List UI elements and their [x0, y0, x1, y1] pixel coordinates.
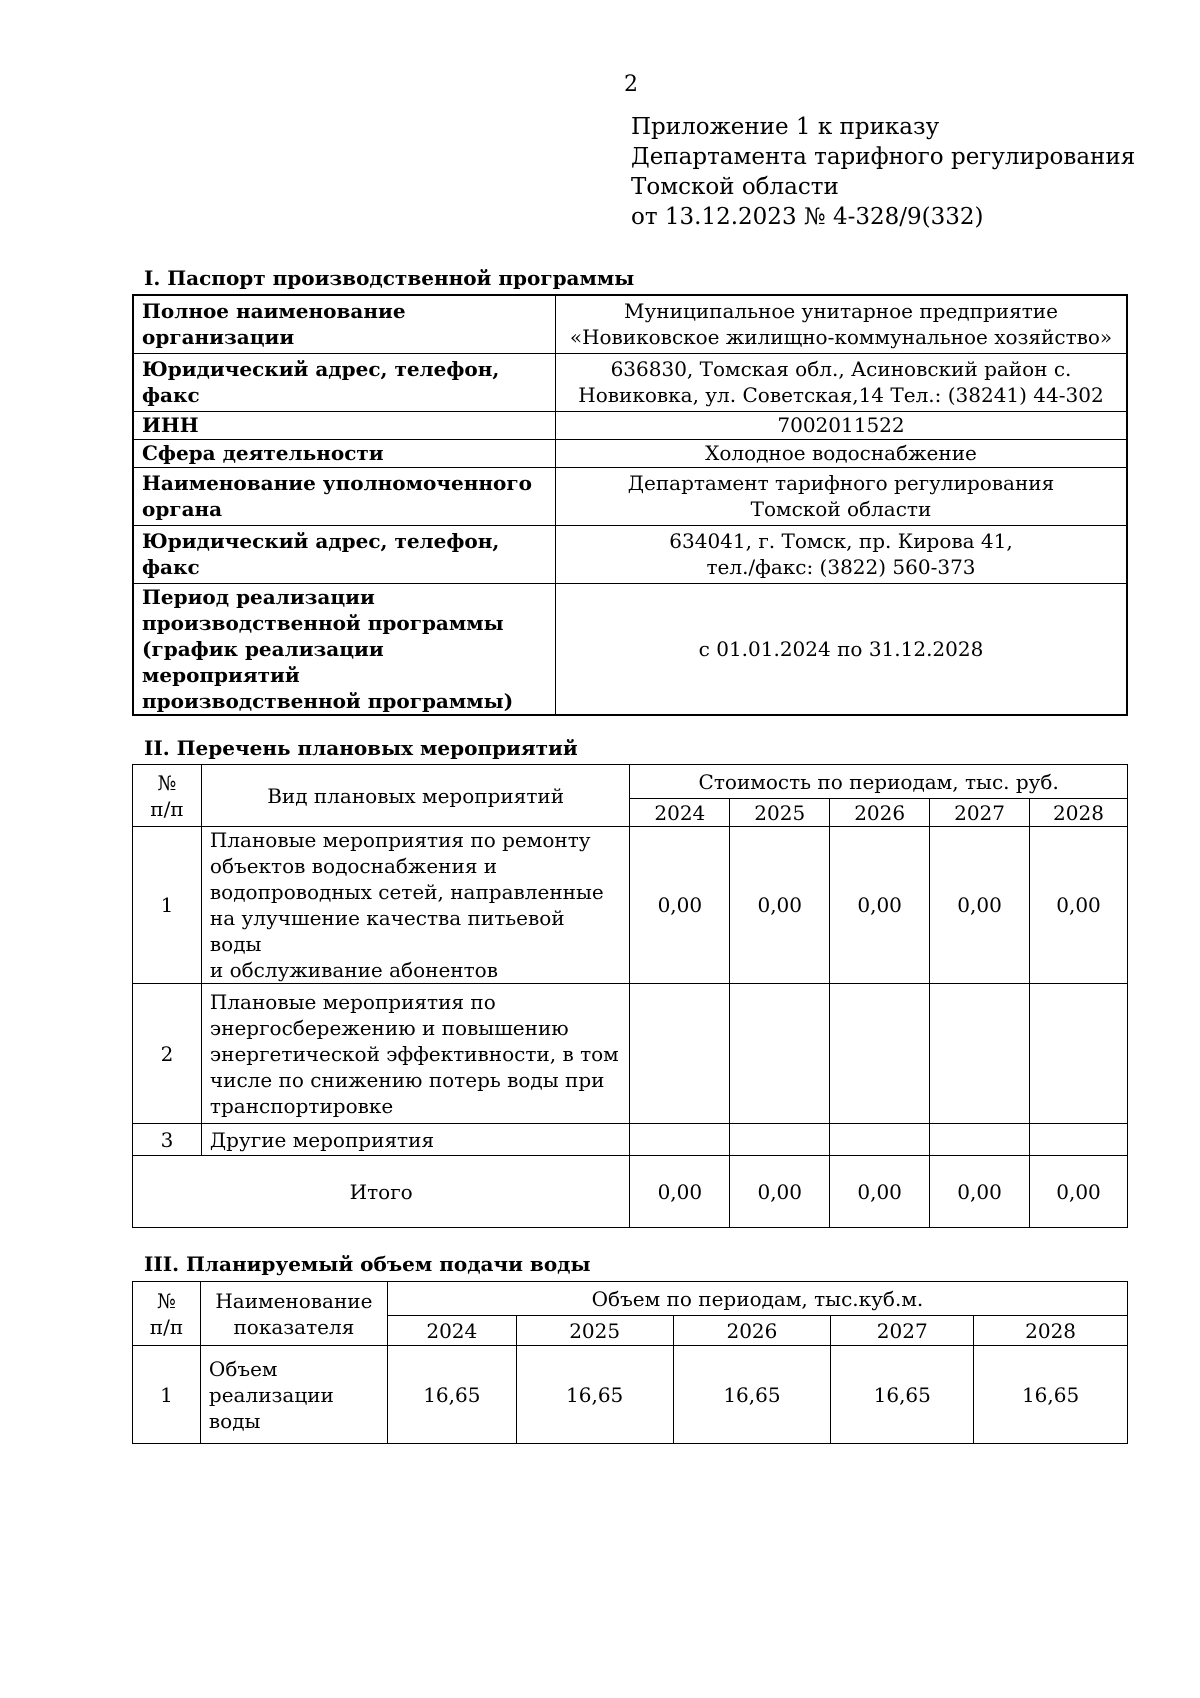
- appendix-line: Приложение 1 к приказу: [631, 114, 940, 140]
- cost-cell: 0,00: [630, 827, 730, 984]
- activity-description: Плановые мероприятия по энергосбережению и повышению энергетической эффективности, в том числе по снижению потерь воды при транспортировке: [201, 984, 629, 1124]
- table-total-row: [133, 1156, 1128, 1228]
- year-header: 2024: [630, 799, 730, 827]
- volume-cell: 16,65: [516, 1346, 673, 1444]
- volume-cell: 16,65: [831, 1346, 974, 1444]
- year-header: 2024: [387, 1316, 516, 1346]
- total-cell: 0,00: [830, 1156, 930, 1228]
- passport-value: 634041, г. Томск, пр. Кирова 41, тел./факс: (3822) 560-373: [556, 525, 1128, 583]
- passport-value: Муниципальное унитарное предприятие «Новиковское жилищно-коммунальное хозяйство»: [556, 295, 1128, 353]
- column-header-num: № п/п: [133, 765, 202, 827]
- table-row: [133, 984, 1128, 1124]
- year-header: 2028: [1030, 799, 1128, 827]
- table-row: [133, 583, 1127, 715]
- passport-label: Сфера деятельности: [133, 439, 556, 467]
- table-row: [133, 295, 1127, 353]
- cost-cell: [830, 1124, 930, 1156]
- page-number: 2: [624, 72, 638, 97]
- cost-cell: [1030, 1124, 1128, 1156]
- table-row: [133, 411, 1127, 439]
- year-header: 2027: [831, 1316, 974, 1346]
- column-header-kind: Вид плановых мероприятий: [201, 765, 629, 827]
- cost-cell: [830, 984, 930, 1124]
- activities-table: [132, 764, 1128, 1228]
- volume-cell: 16,65: [387, 1346, 516, 1444]
- cost-cell: 0,00: [1030, 827, 1128, 984]
- cost-cell: [730, 1124, 830, 1156]
- table-row: [133, 467, 1127, 525]
- total-label: Итого: [133, 1156, 630, 1228]
- cost-cell: 0,00: [730, 827, 830, 984]
- passport-table: [132, 294, 1128, 716]
- column-header-name: Наименование показателя: [200, 1282, 387, 1346]
- passport-value: с 01.01.2024 по 31.12.2028: [556, 583, 1128, 715]
- table-row: [133, 525, 1127, 583]
- row-number: 1: [133, 1346, 201, 1444]
- cost-cell: [1030, 984, 1128, 1124]
- table-header-row: [133, 1282, 1128, 1316]
- passport-value: 7002011522: [556, 411, 1128, 439]
- section-title: III. Планируемый объем подачи воды: [144, 1252, 591, 1276]
- volume-cell: 16,65: [673, 1346, 831, 1444]
- appendix-line: от 13.12.2023 № 4-328/9(332): [631, 204, 984, 230]
- year-header: 2027: [930, 799, 1030, 827]
- appendix-line: Департамента тарифного регулирования: [631, 144, 1136, 170]
- cost-cell: [930, 1124, 1030, 1156]
- passport-value: 636830, Томская обл., Асиновский район с. Новиковка, ул. Советская,14 Тел.: (38241) 44-302: [556, 353, 1128, 411]
- column-header-num: № п/п: [133, 1282, 201, 1346]
- total-cell: 0,00: [730, 1156, 830, 1228]
- passport-label: ИНН: [133, 411, 556, 439]
- row-number: 1: [133, 827, 202, 984]
- cost-cell: 0,00: [830, 827, 930, 984]
- activity-description: Плановые мероприятия по ремонту объектов водоснабжения и водопроводных сетей, направленные на улучшение качества питьевой воды и обслуживание абонентов: [201, 827, 629, 984]
- passport-value: Департамент тарифного регулирования Томской области: [556, 467, 1128, 525]
- cost-cell: [630, 1124, 730, 1156]
- table-row: [133, 353, 1127, 411]
- table-header-row: [133, 765, 1128, 799]
- indicator-name: Объем реализации воды: [200, 1346, 387, 1444]
- cost-cell: [930, 984, 1030, 1124]
- table-row: [133, 1124, 1128, 1156]
- passport-value: Холодное водоснабжение: [556, 439, 1128, 467]
- section-title: II. Перечень плановых мероприятий: [144, 736, 578, 760]
- row-number: 3: [133, 1124, 202, 1156]
- column-header-volume: Объем по периодам, тыс.куб.м.: [387, 1282, 1127, 1316]
- cost-cell: [730, 984, 830, 1124]
- activity-description: Другие мероприятия: [201, 1124, 629, 1156]
- section-title: I. Паспорт производственной программы: [144, 266, 635, 290]
- year-header: 2026: [673, 1316, 831, 1346]
- passport-label: Наименование уполномоченного органа: [133, 467, 556, 525]
- row-number: 2: [133, 984, 202, 1124]
- table-row: [133, 1346, 1128, 1444]
- year-header: 2028: [974, 1316, 1128, 1346]
- volume-table: [132, 1281, 1128, 1444]
- passport-label: Период реализации производственной программы (график реализации мероприятий производственной программы): [133, 583, 556, 715]
- year-header: 2026: [830, 799, 930, 827]
- year-header: 2025: [516, 1316, 673, 1346]
- column-header-cost: Стоимость по периодам, тыс. руб.: [630, 765, 1128, 799]
- cost-cell: [630, 984, 730, 1124]
- passport-label: Юридический адрес, телефон, факс: [133, 525, 556, 583]
- passport-label: Юридический адрес, телефон, факс: [133, 353, 556, 411]
- total-cell: 0,00: [630, 1156, 730, 1228]
- volume-cell: 16,65: [974, 1346, 1128, 1444]
- appendix-header: [631, 112, 1135, 232]
- table-row: [133, 439, 1127, 467]
- year-header: 2025: [730, 799, 830, 827]
- passport-label: Полное наименование организации: [133, 295, 556, 353]
- total-cell: 0,00: [930, 1156, 1030, 1228]
- table-row: [133, 827, 1128, 984]
- cost-cell: 0,00: [930, 827, 1030, 984]
- total-cell: 0,00: [1030, 1156, 1128, 1228]
- appendix-line: Томской области: [631, 174, 839, 200]
